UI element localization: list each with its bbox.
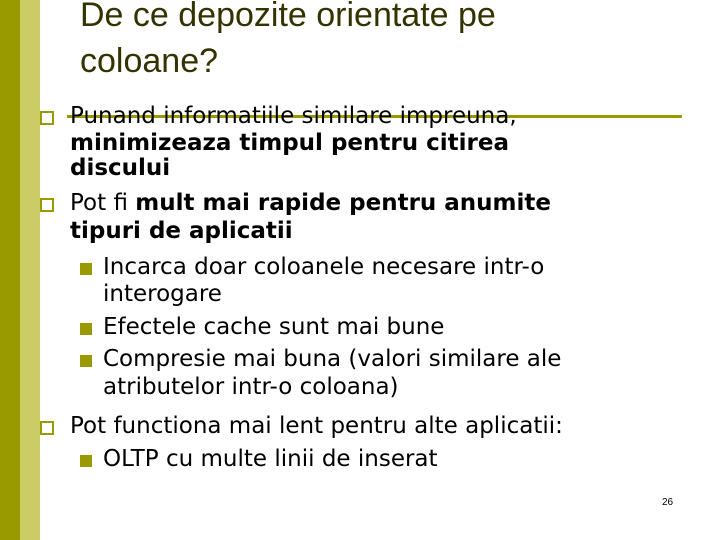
- page-number: 26: [662, 497, 674, 508]
- bullet-3-line-1: Pot functiona mai lent pentru alte aplicatii:: [70, 413, 563, 439]
- bullet-2-line-2: tipuri de aplicatii: [70, 218, 293, 244]
- bullet-2-text-regular: Pot fi: [70, 190, 136, 216]
- filled-square-bullet-icon: [80, 355, 92, 367]
- bullet-1-line-3: discului: [70, 155, 171, 181]
- filled-square-bullet-icon: [80, 455, 92, 467]
- sub-bullet-1-line-1: Incarca doar coloanele necesare intr-o: [103, 254, 545, 280]
- hollow-square-bullet-icon: [40, 111, 54, 125]
- hollow-square-bullet-icon: [40, 421, 54, 435]
- bullet-2-line-1: [70, 190, 551, 217]
- sub-bullet-3-line-2: atributelor intr-o coloana): [103, 374, 399, 400]
- bullet-1-line-2: minimizeaza timpul pentru citirea: [70, 130, 509, 156]
- bullet-2-text-bold: mult mai rapide pentru anumite: [135, 190, 552, 216]
- sub-bullet-1-line-2: interogare: [103, 281, 222, 307]
- slide-title-line-1: De ce depozite orientate pe: [80, 0, 496, 34]
- hollow-square-bullet-icon: [40, 198, 54, 212]
- filled-square-bullet-icon: [80, 323, 92, 335]
- bullet-1-line-1: Punand informatiile similare impreuna,: [70, 103, 517, 129]
- left-accent-bar-dark: [0, 0, 20, 540]
- sub-bullet-4-line-1: OLTP cu multe linii de inserat: [103, 446, 438, 472]
- sub-bullet-2-line-1: Efectele cache sunt mai bune: [103, 314, 445, 340]
- filled-square-bullet-icon: [80, 263, 92, 275]
- sub-bullet-3-line-1: Compresie mai buna (valori similare ale: [103, 346, 562, 372]
- left-accent-bar-light: [20, 0, 40, 540]
- slide-title-line-2: coloane?: [80, 42, 219, 80]
- slide-title: [80, 0, 680, 84]
